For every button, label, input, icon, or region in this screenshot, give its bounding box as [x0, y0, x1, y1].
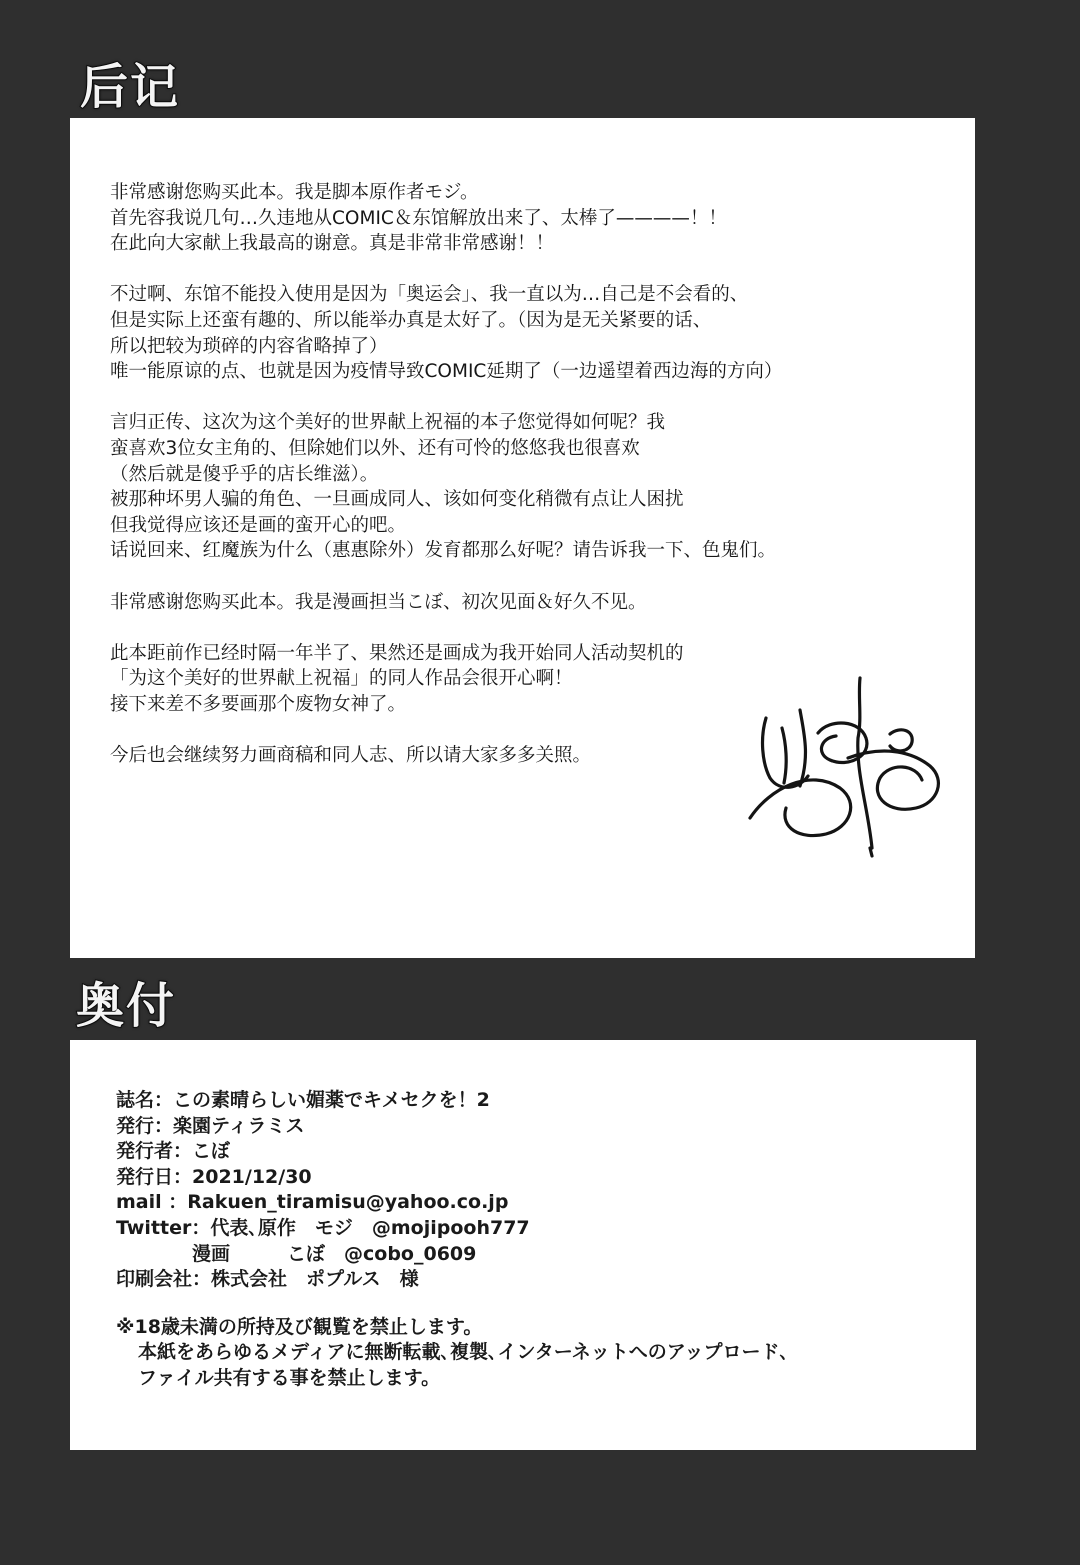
afterword-line: 唯一能原谅的点、也就是因为疫情导致COMIC延期了（一边遥望着西边海的方向）: [110, 361, 783, 383]
afterword-line: 首先容我说几句…久违地从COMIC＆东馆解放出来了、太棒了————！！: [110, 207, 727, 229]
colophon-printer-row: 印刷会社：株式会社 ポプルス 様: [116, 1268, 419, 1291]
afterword-paragraph-3: [110, 410, 955, 564]
copy-prohibition-notice-2: ファイル共有する事を禁止します。: [138, 1366, 441, 1389]
colophon-date-row: 発行日：2021/12/30: [116, 1165, 312, 1188]
colophon-issuer-row: 発行者：こぼ: [116, 1140, 231, 1163]
afterword-paragraph-2: [110, 282, 955, 384]
colophon-panel: [70, 1040, 976, 1450]
afterword-line: 言归正传、这次为这个美好的世界献上祝福的本子您觉得如何呢？我: [110, 412, 666, 434]
afterword-line: 今后也会继续努力画商稿和同人志、所以请大家多多关照。: [110, 745, 592, 767]
afterword-heading: 后记: [80, 59, 181, 115]
handwritten-signature: [730, 638, 970, 878]
afterword-paragraph-4: [110, 590, 955, 616]
age-restriction-notice: ※18歳未満の所持及び観覧を禁止します。: [116, 1315, 483, 1338]
afterword-line: 非常感谢您购买此本。我是脚本原作者モジ。: [110, 182, 479, 203]
colophon-title-row: 誌名：この素晴らしい媚薬でキメセクを！2: [116, 1089, 490, 1111]
afterword-line: 所以把较为琐碎的内容省略掉了）: [110, 335, 388, 357]
colophon-mail-row: mail ：Rakuen_tiramisu@yahoo.co.jp: [116, 1191, 509, 1214]
afterword-line: 接下来差不多要画那个废物女神了。: [110, 693, 407, 715]
afterword-line: 不过啊、东馆不能投入使用是因为「奥运会」、我一直以为…自己是不会看的、: [110, 284, 749, 306]
afterword-panel: [70, 118, 975, 958]
afterword-line: （然后就是傻乎乎的店长维滋）。: [110, 463, 379, 485]
afterword-line: 但我觉得应该还是画的蛮开心的吧。: [110, 514, 407, 536]
colophon-publisher-row: 発行：楽園ティラミス: [116, 1114, 305, 1137]
colophon-text: [116, 1088, 956, 1392]
afterword-line: 「为这个美好的世界献上祝福」的同人作品会很开心啊！: [110, 668, 573, 690]
afterword-line: 被那种坏男人骗的角色、一旦画成同人、该如何变化稍微有点让人困扰: [110, 489, 684, 511]
afterword-line: 但是实际上还蛮有趣的、所以能举办真是太好了。（因为是无关紧要的话、: [110, 309, 712, 331]
afterword-line: 蛮喜欢3位女主角的、但除她们以外、还有可怜的悠悠我也很喜欢: [110, 437, 640, 459]
afterword-paragraph-1: [110, 180, 955, 257]
afterword-line: 此本距前作已经时隔一年半了、果然还是画成为我开始同人活动契机的: [110, 642, 684, 664]
copy-prohibition-notice: 本紙をあらゆるメディアに無断転載､複製､インターネットへのアップロード､: [138, 1341, 789, 1364]
colophon-heading: 奥付: [76, 978, 177, 1034]
afterword-line: 在此向大家献上我最高的谢意。真是非常非常感谢！！: [110, 233, 555, 255]
colophon-spacer: [116, 1293, 956, 1315]
colophon-twitter-row: Twitter：代表､原作 モジ @mojipooh777: [116, 1216, 530, 1239]
colophon-twitter-row-2: 漫画 こぼ @cobo_0609: [116, 1242, 477, 1265]
afterword-line: 话说回来、红魔族为什么（惠惠除外）发育都那么好呢？请告诉我一下、色鬼们。: [110, 540, 777, 562]
afterword-line: 非常感谢您购买此本。我是漫画担当こぼ、初次见面＆好久不见。: [110, 591, 647, 613]
